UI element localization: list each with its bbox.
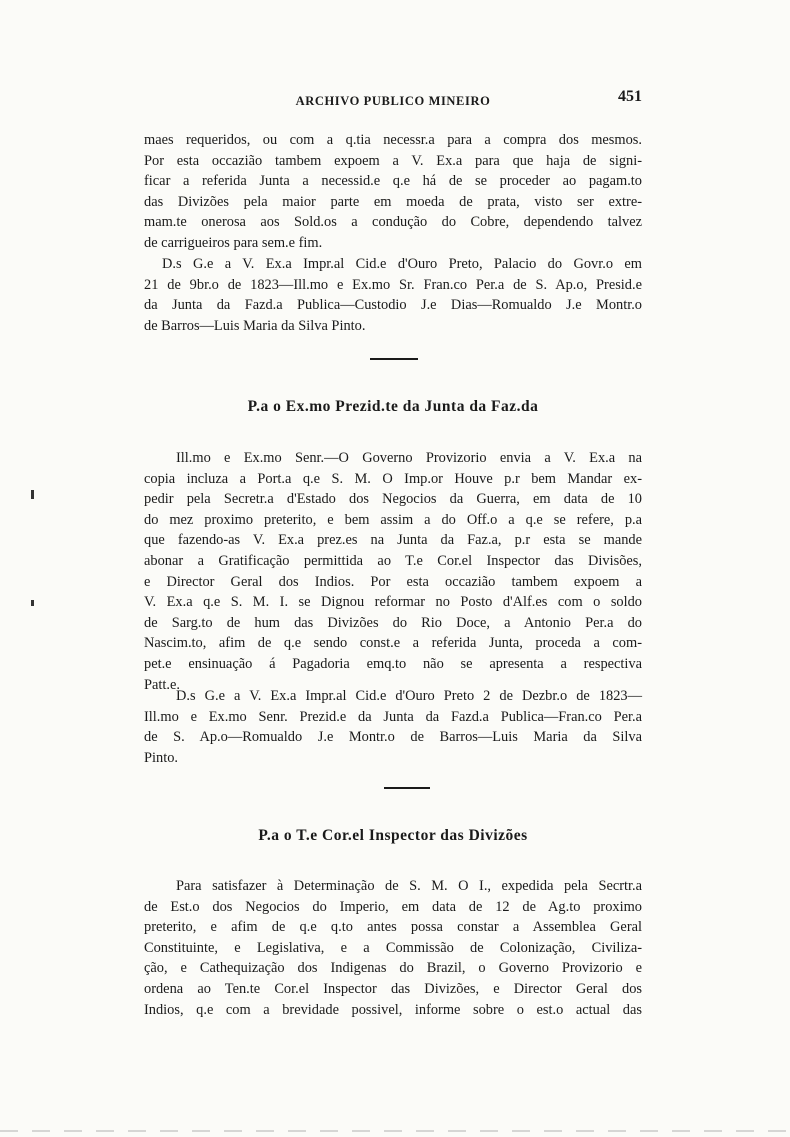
text-line: pet.e ensinuação á Pagadoria emq.to não se apresenta a respectiva	[144, 655, 642, 672]
margin-mark	[31, 490, 34, 499]
text-line: Indios, q.e com a brevidade possivel, informe sobre o est.o actual das	[144, 1001, 642, 1018]
text-line: de carrigueiros para sem.e fim.	[144, 234, 323, 251]
text-line: Pinto.	[144, 749, 178, 766]
text-line: de Sarg.to de hum das Divizões do Rio Doce, a Antonio Per.a do	[144, 614, 642, 631]
text-line: Ill.mo e Ex.mo Senr.—O Governo Provizorio envia a V. Ex.a na	[176, 450, 642, 466]
page-number: 451	[618, 88, 642, 105]
journal-title: ARCHIVO PUBLICO MINEIRO	[295, 94, 491, 108]
scan-bottom-edge	[0, 1130, 790, 1132]
section-divider	[384, 787, 430, 789]
text-line: mam.te onerosa aos Sold.os a condução do Cobre, dependendo talvez	[144, 214, 642, 231]
text-line: ordena ao Ten.te Cor.el Inspector das Divizões, e Director Geral dos	[144, 980, 642, 997]
text-line: da Junta da Fazd.a Publica—Custodio J.e Dias—Romualdo J.e Montr.o	[144, 297, 642, 314]
paragraph-closing-request	[144, 130, 642, 254]
text-line: pedir pela Secretr.a d'Estado dos Negocios da Guerra, em data de 10	[144, 491, 642, 508]
text-line: V. Ex.a q.e S. M. I. se Dignou reformar no Posto d'Alf.es com o soldo	[144, 594, 642, 611]
text-line: D.s G.e a V. Ex.a Impr.al Cid.e d'Ouro Preto 2 de Dezbr.o de 1823—	[176, 688, 642, 704]
text-line: preterito, e afim de q.e q.to antes possa constar a Assemblea Geral	[144, 919, 642, 936]
paragraph-inspector-body	[144, 876, 642, 1020]
text-line: ficar a referida Junta a necessid.e q.e há de se proceder ao pagam.to	[144, 173, 642, 190]
text-line: Para satisfazer à Determinação de S. M. O I., expedida pela Secrtr.a	[176, 878, 642, 894]
text-line: Patt.e.	[144, 676, 180, 693]
page-header	[144, 88, 642, 112]
text-line: maes requeridos, ou com a q.tia necessr.a para a compra dos mesmos.	[144, 132, 642, 148]
section-heading-inspector: P.a o T.e Cor.el Inspector das Divizões	[258, 827, 528, 844]
paragraph-signature-2	[144, 686, 642, 768]
text-line: D.s G.e a V. Ex.a Impr.al Cid.e d'Ouro Preto, Palacio do Govr.o em	[162, 256, 642, 272]
margin-mark	[31, 600, 34, 606]
text-line: Ill.mo e Ex.mo Senr. Prezid.e da Junta da Fazd.a Publica—Fran.co Per.a	[144, 708, 642, 725]
paragraph-signature-1	[144, 254, 642, 336]
text-line: 21 de 9br.o de 1823—Ill.mo e Ex.mo Sr. Fran.co Per.a de S. Ap.o, Presid.e	[144, 276, 642, 293]
text-line: de Est.o dos Negocios do Imperio, em data de 12 de Ag.to proximo	[144, 898, 642, 915]
text-line: de Barros—Luis Maria da Silva Pinto.	[144, 317, 366, 334]
text-line: que fazendo-as V. Ex.a prez.es na Junta da Faz.a, p.r esta se mande	[144, 532, 642, 549]
paragraph-letter-body	[144, 448, 642, 695]
text-line: ção, e Cathequização dos Indigenas do Brazil, o Governo Provizorio e	[144, 960, 642, 977]
text-line: copia incluza a Port.a q.e S. M. O Imp.or Houve p.r bem Mandar ex-	[144, 470, 642, 487]
text-line: Por esta occazião tambem expoem a V. Ex.a para que haja de signi-	[144, 152, 642, 169]
text-line: Constituinte, e Legislativa, e a Commissão de Colonização, Civiliza-	[144, 939, 642, 956]
section-heading-presidente: P.a o Ex.mo Prezid.te da Junta da Faz.da	[247, 398, 539, 415]
text-line: abonar a Gratificação permittida ao T.e Cor.el Inspector das Divisões,	[144, 552, 642, 569]
text-line: e Director Geral dos Indios. Por esta occazião tambem expoem a	[144, 573, 642, 590]
text-line: das Divizões pela maior parte em moeda de prata, visto ser extre-	[144, 193, 642, 210]
text-line: Nascim.to, afim de q.e sendo const.e a referida Junta, proceda a com-	[144, 635, 642, 652]
text-line: de S. Ap.o—Romualdo J.e Montr.o de Barros—Luis Maria da Silva	[144, 729, 642, 746]
text-line: do mez proximo preterito, e bem assim a do Off.o a q.e se refere, p.a	[144, 511, 642, 528]
section-divider	[370, 358, 418, 360]
